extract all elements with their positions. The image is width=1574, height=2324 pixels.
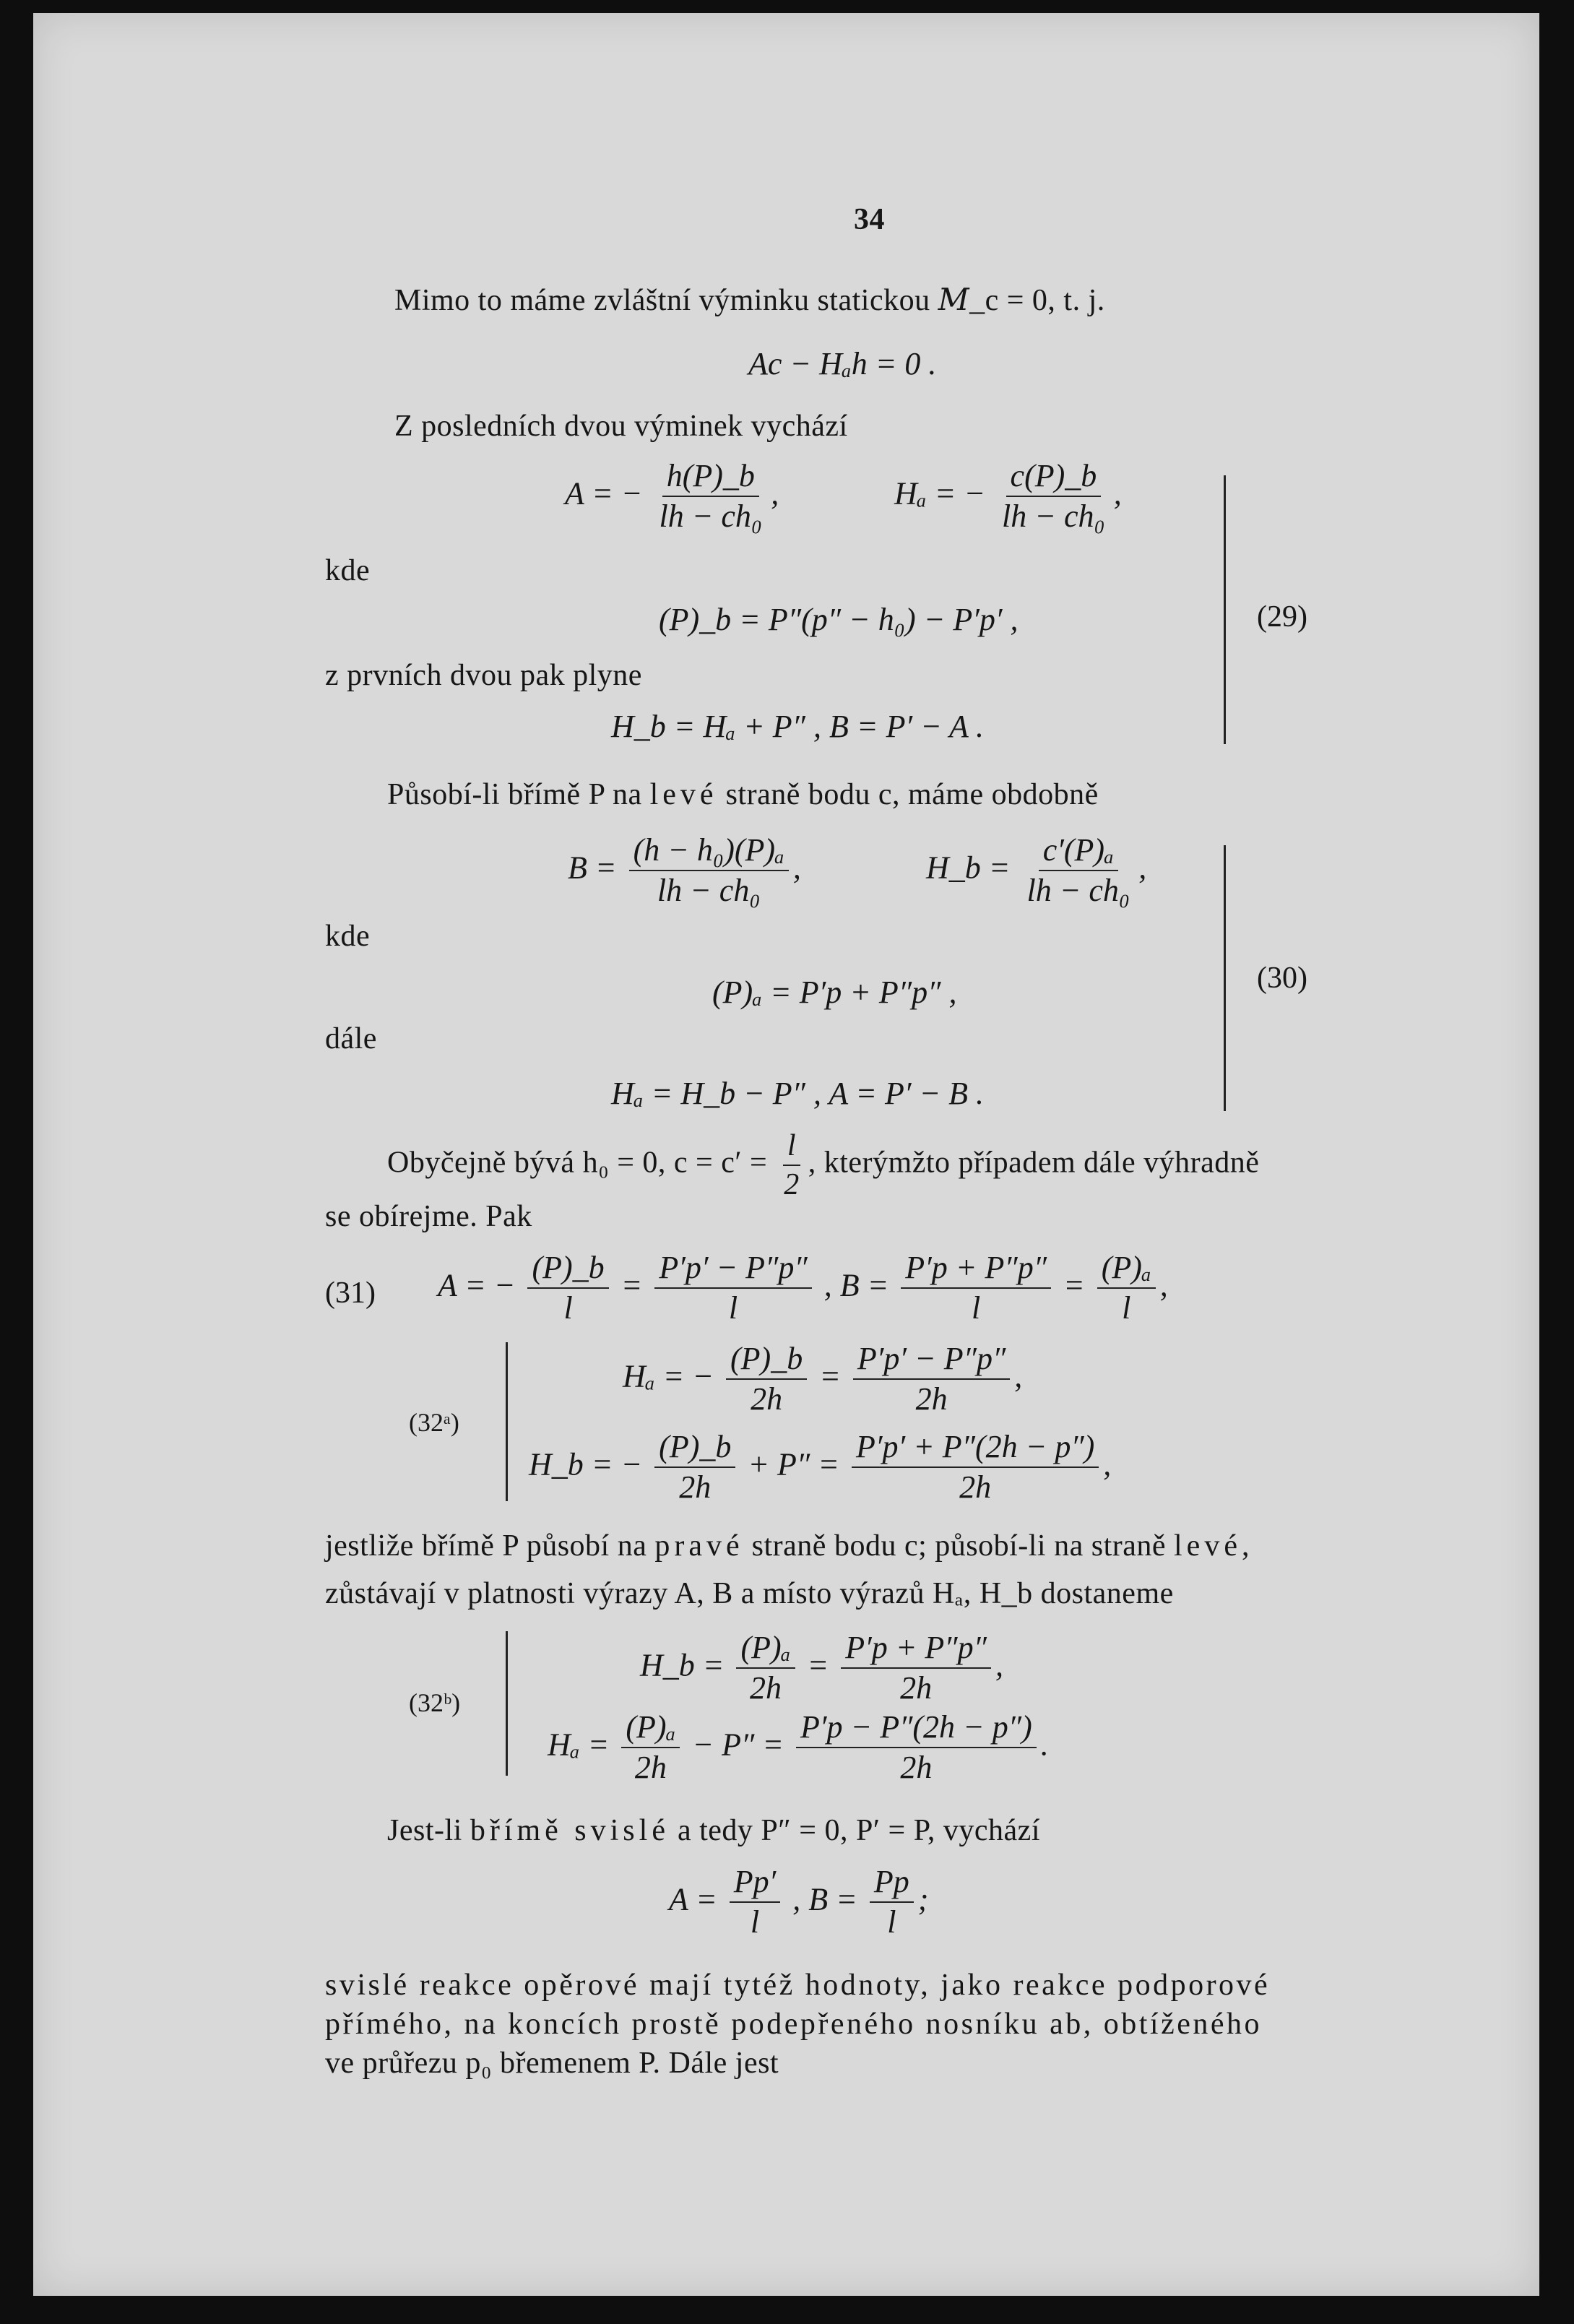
eq32b-Hb: H_b = $\frac{\text{(P)ₐ}}{2h}$ = $\frac{P'p + P''p''}{2h}$ , xyxy=(640,1630,1003,1706)
text-line-4: Obyčejně bývá h₀ = 0, c = c′ = $\frac{l}{2}$ , kterýmžto případem dále výhradně xyxy=(387,1129,1260,1202)
eq30-B: B = $\frac{\text{(h − h₀)(P)ₐ}}{\text{lh − ch₀}}$ , xyxy=(568,832,801,909)
scanned-page xyxy=(33,13,1539,2296)
text-line-7: zůstávají v platnosti výrazy A, B a místo výrazů Hₐ, H_b dostaneme xyxy=(325,1577,1174,1610)
page-number: 34 xyxy=(854,203,885,236)
text-line-3: Působí-li břímě P na levé straně bodu c, máme obdobně xyxy=(387,778,1099,811)
text-line-6: jestliže břímě P působí na pravé straně bodu c; působí-li na straně levé, xyxy=(325,1529,1254,1563)
label-kde-29: kde xyxy=(325,554,371,587)
brace-32a xyxy=(506,1342,518,1501)
paragraph-line-2: přímého, na koncích prostě podepřeného nosníku ab, obtíženého xyxy=(325,2008,1263,2041)
eq30-Pa: (P)ₐ = P′p + P″p″ , xyxy=(712,975,957,1010)
eq32b-Ha: Hₐ = $\frac{\text{(P)ₐ}}{2h}$ − P″ = $\frac{P'p - P''(2h - p'')}{2h}$ . xyxy=(548,1709,1049,1786)
eq31: A = − $\frac{(P)\_b}{l}$ = $\frac{P'p' - P''p''}{l}$ , B = $\frac{P'p + P''p''}{l}$ = $\frac{\text{(P)ₐ}}{l}$ , xyxy=(438,1250,1168,1326)
eq29-Hb-B: H_b = Hₐ + P″ , B = P′ − A . xyxy=(611,709,985,744)
label-z-prvnich: z prvních dvou pak plyne xyxy=(325,659,642,692)
eq29-Ha: Hₐ = − $\frac{c(P)\_b}{\text{lh − ch₀}}$ , xyxy=(894,458,1122,535)
eq32a-Ha: Hₐ = − $\frac{(P)\_b}{2h}$ = $\frac{P'p' - P''p''}{2h}$ , xyxy=(623,1341,1023,1417)
eq30-Ha-A: Hₐ = H_b − P″ , A = P′ − B . xyxy=(611,1076,985,1111)
eq29-A: A = − $\frac{h(P)\_b}{\text{lh − ch₀}}$ , xyxy=(565,458,779,535)
equation-label-30: (30) xyxy=(1257,962,1307,995)
equation-label-32a: (32ᵃ) xyxy=(409,1408,459,1437)
equation-moment: Ac − Hₐh = 0 . xyxy=(748,346,937,381)
brace-30 xyxy=(1214,845,1226,1111)
eq-final: A = $\frac{Pp'}{l}$ , B = $\frac{Pp}{l}$ ; xyxy=(669,1864,929,1940)
text-line-5: se obírejme. Pak xyxy=(325,1200,532,1233)
label-kde-30: kde xyxy=(325,920,371,953)
label-dale: dále xyxy=(325,1022,377,1055)
paragraph-line-1: svislé reakce opěrové mají tytéž hodnoty, jako reakce podporové xyxy=(325,1969,1271,2002)
brace-29 xyxy=(1214,475,1226,744)
eq32a-Hb: H_b = − $\frac{(P)\_b}{2h}$ + P″ = $\frac{P'p' + P''(2h - p'')}{2h}$ , xyxy=(529,1429,1112,1506)
text-line-8: Jest-li břímě svislé a tedy P″ = 0, P′ = P, vychází xyxy=(387,1814,1040,1847)
equation-label-31: (31) xyxy=(325,1277,376,1310)
equation-label-29: (29) xyxy=(1257,600,1307,634)
paragraph-line-3: ve průřezu p₀ břemenem P. Dále jest xyxy=(325,2047,779,2080)
eq29-Pb: (P)_b = P″(p″ − h₀) − P′p′ , xyxy=(659,602,1019,637)
text-line-1: Mimo to máme zvláštní výminku statickou 𝑀_c = 0, t. j. xyxy=(394,284,1105,317)
equation-label-32b: (32ᵇ) xyxy=(409,1688,461,1717)
text-line-2: Z posledních dvou výminek vychází xyxy=(394,410,848,443)
brace-32b xyxy=(506,1631,518,1776)
eq30-Hb: H_b = $\frac{\text{c′(P)ₐ}}{\text{lh − ch₀}}$ , xyxy=(926,832,1147,909)
